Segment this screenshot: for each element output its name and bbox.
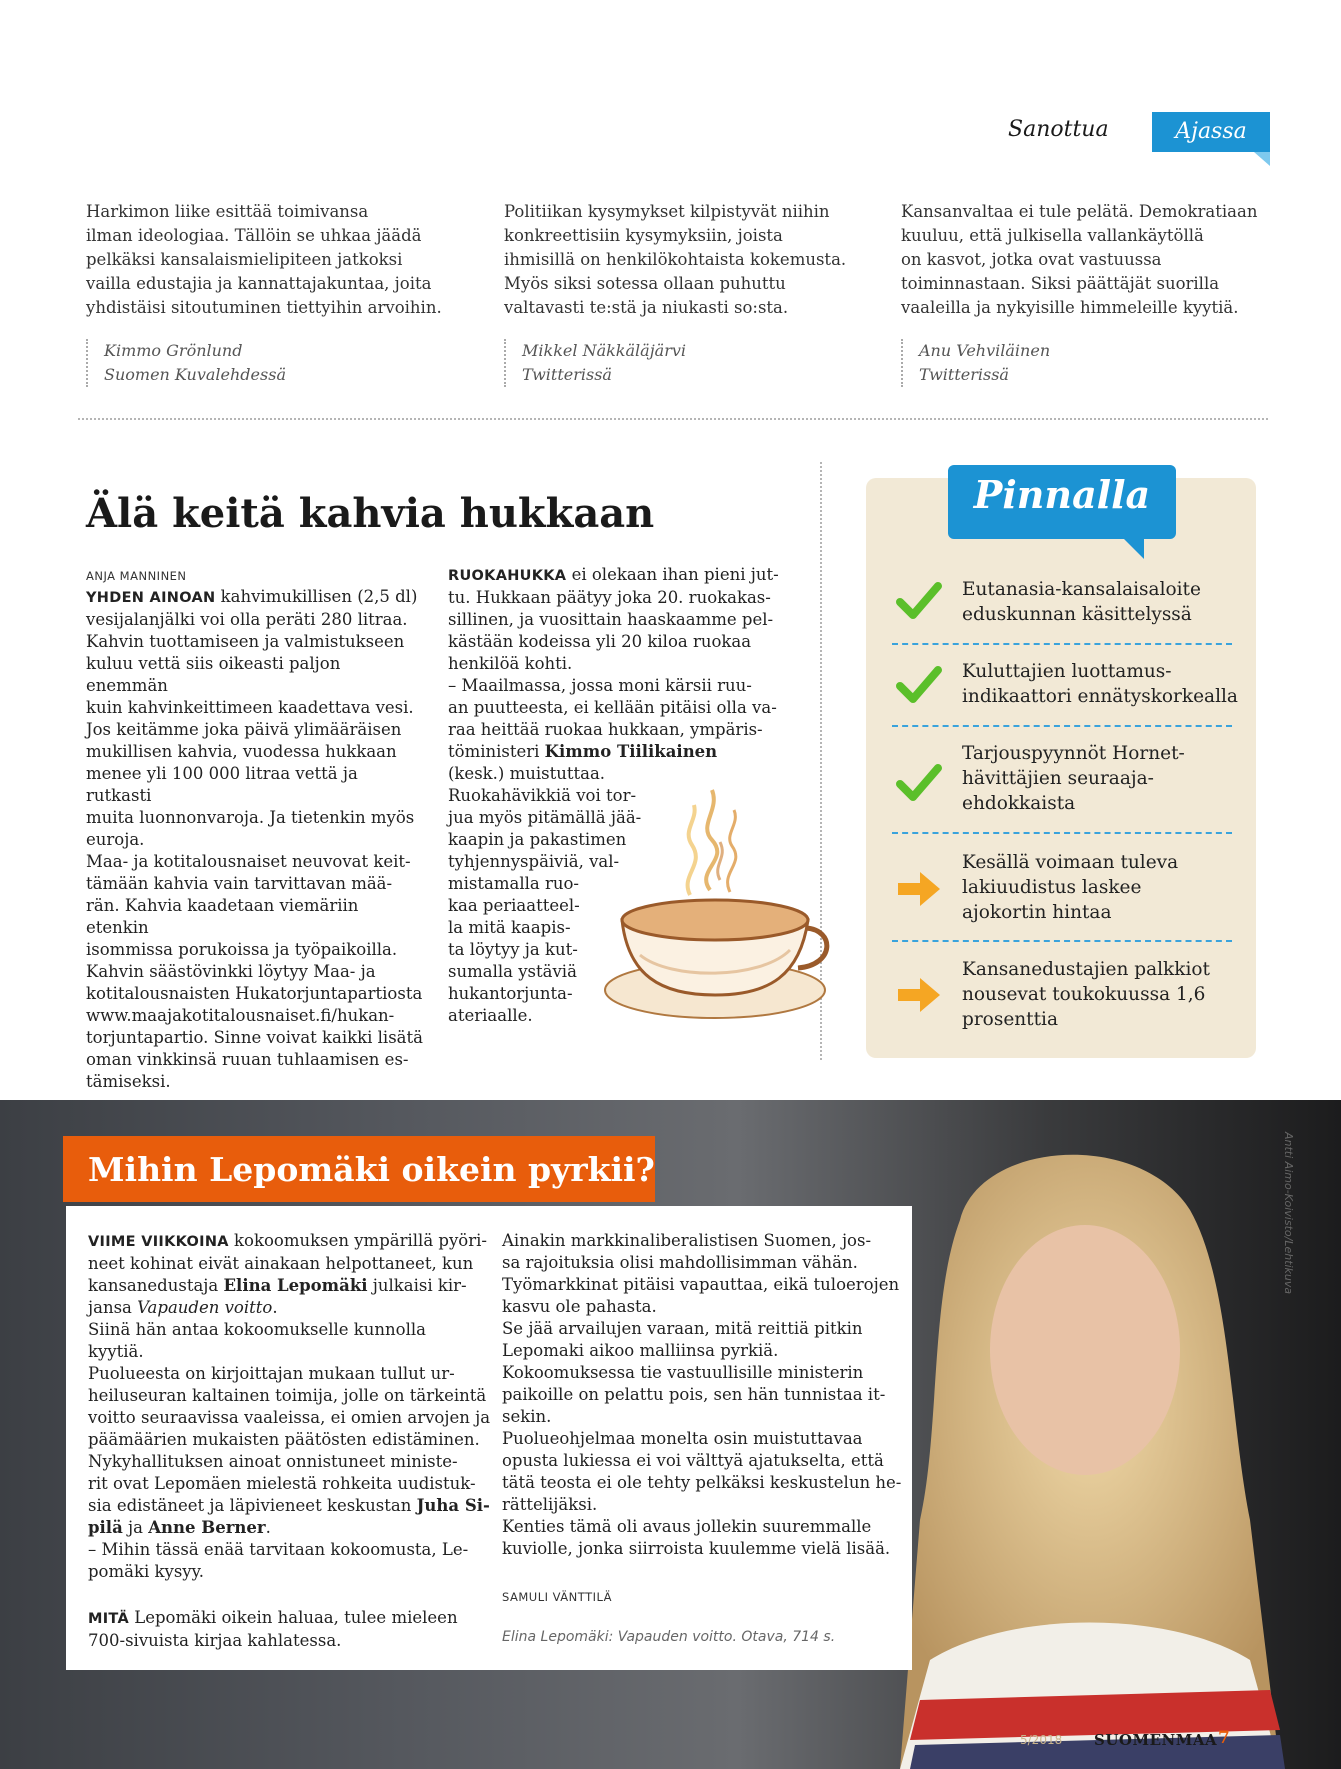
quote-text-2: Politiikan kysymykset kilpistyvät niihin konkreettisiin kysymyksiin, joista ihmisillä on henkilökohtaista kokemusta. Myös siksi sotessa ollaan puhuttu valtavasti te:stä ja niukasti so:sta.: [504, 202, 847, 317]
lead-in: VIIME VIIKKOINA: [88, 1234, 229, 1250]
book-title: Vapauden voitto: [137, 1298, 273, 1317]
lepomaki-column-1: VIIME VIIKKOINA kokoomuksen ympärillä pyöri- neet kohinat eivät ainakaan helpottaneet, kun kansanedustaja Elina Lepomäki julkaisi kir- jansa Vapauden voitto. Siinä hän antaa kokoomukselle kunnolla kyytiä. Puolueesta on kirjoittajan mukaan tullut ur- heiluseuran kaltainen toimija, jolle on tärkeintä voitto seuraavissa vaaleissa, ei omien arvojen ja päämäärien mukaisten päätösten edistäminen. Nykyhallituksen ainoat onnistuneet ministe- rit ovat Lepomäen mielestä rohkeita uudistuk- sia edistäneet ja läpivieneet keskustan Juha Si- pilä ja Anne Berner. – Mihin tässä enää tarvitaan kokoomusta, Le- pomäki kysyy.: [88, 1231, 491, 1581]
article-title-2: Mihin Lepomäki oikein pyrkii?: [88, 1150, 655, 1189]
lepomaki-column-1-end: MITÄ Lepomäki oikein haluaa, tulee mieleen 700-sivuista kirjaa kahlatessa.: [88, 1608, 458, 1650]
lead-in: YHDEN AINOAN: [86, 590, 216, 606]
person-name: Anne Berner: [148, 1518, 266, 1537]
coffee-cup-illustration: [600, 780, 830, 1030]
arrow-right-icon: [896, 866, 942, 912]
quote-text-1: Harkimon liike esittää toimivansa ilman ideologiaa. Tällöin se uhkaa jäädä pelkäksi kansalaismielipiteen jatkoksi vailla edustajia ja kannattajakuntaa, joita yhdistäisi sitoutuminen tiettyihin arvoihin.: [86, 202, 442, 317]
check-icon: [896, 760, 942, 806]
book-info: Elina Lepomäki: Vapauden voitto. Otava, 714 s.: [502, 1629, 836, 1645]
section-divider: [78, 418, 1268, 420]
quote-text-3: Kansanvaltaa ei tule pelätä. Demokratiaan kuuluu, että julkisella vallankäytöllä on kasvot, jotka ovat vastuussa toiminnastaan. Siksi päättäjät suorilla vaaleilla ja nykyisille himmeleille kyytiä.: [901, 202, 1258, 317]
photo-credit: Antti Aimo-Koivisto/Lehtikuva: [1282, 1132, 1295, 1295]
check-icon: [896, 578, 942, 624]
article-column-2: RUOKAHUKKA ei olekaan ihan pieni jut- tu. Hukkaan päätyy joka 20. ruokakas- sillinen, ja vuosittain haaskaamme pel- kästään kodeissa yli 20 kiloa ruokaa henkilöä kohti. – Maailmassa, jossa moni kärsii ruu- an puutteesta, ei kellään pitäisi olla va- raa heittää ruokaa hukkaan, ympäris- töministeri Kimmo Tiilikainen (kesk.) muistuttaa. Ruokahävikkiä voi tor- jua myös pitämällä jää- kaapin ja pakastimen tyhjennyspäiviä, val- mistamalla ruo- kaa periaatteel- la mitä kaapis- ta löytyy ja kut- sumalla ystäviä hukantorjunta- ateriaalle.: [448, 565, 779, 1025]
pinnalla-title: Pinnalla: [973, 472, 1151, 517]
article-column-1: YHDEN AINOAN kahvimukillisen (2,5 dl) vesijalanjälki voi olla peräti 280 litraa. Kahvin tuottamiseen ja valmistukseen kuluu vettä siis oikeasti paljon enemmän kuin kahvinkeittimeen kaadettava vesi. Jos keitämme joka päivä ylimääräisen mukillisen kahvia, vuodessa hukkaan menee yli 100 000 litraa vettä ja rutkasti muita luonnonvaroja. Ja tietenkin myös euroja. Maa- ja kotitalousnaiset neuvovat keit- tämään kahvia vain tarvittavan mää- rän. Kahvia kaadetaan viemäriin etenkin isommissa porukoissa ja työpaikoilla. Kahvin säästövinkki löytyy Maa- ja kotitalousnaisten Hukatorjuntapartiosta www.maajakotitalousnaiset.fi/hukan- torjuntapartio. Sinne voivat kaikki lisätä oman vinkkinsä ruuan tuhlaamisen es- tämiseksi.: [86, 587, 423, 1091]
item-divider: [892, 940, 1232, 942]
quote-cite-2: Mikkel Näkkäläjärvi Twitterissä: [504, 339, 686, 387]
person-name: Juha Si- pilä: [88, 1496, 490, 1537]
person-name: Kimmo Tiilikainen: [544, 742, 718, 761]
article-title: Älä keitä kahvia hukkaan: [86, 490, 655, 537]
article-byline-2: SAMULI VÄNTTILÄ: [502, 1590, 613, 1604]
lepomaki-column-2: Ainakin markkinaliberalistisen Suomen, jos- sa rajoituksia olisi mahdollisimman vähän. Työmarkkinat pitäisi vapauttaa, eikä tuloerojen kasvu ole pahasta. Se jää arvailujen varaan, mitä reittiä pitkin Lepomaki aikoo malliinsa pyrkiä. Kokoomuksessa tie vastuullisille ministerin paikoille on pelattu pois, sen hän tunnistaa it- sekin. Puolueohjelmaa monelta osin muistuttavaa opusta lukiessa ei voi välttyä ajatukselta, että tätä teosta ei ole tehty pelkäksi keskustelun he- rättelijäksi. Kenties tämä oli avaus jollekin suuremmalle kuviolle, jonka siirroista kuulemme vielä lisää.: [502, 1231, 902, 1558]
pinnalla-item-1: Eutanasia-kansalaisaloite eduskunnan käsittelyssä: [962, 579, 1201, 625]
person-name: Elina Lepomäki: [223, 1276, 368, 1295]
magazine-brand: SUOMENMAA: [1094, 1731, 1218, 1749]
quote-cite-3: Anu Vehviläinen Twitterissä: [901, 339, 1050, 387]
pinnalla-bubble-tail: [1124, 539, 1144, 559]
lead-in: MITÄ: [88, 1611, 130, 1627]
section-label: Sanottua: [1008, 117, 1109, 142]
check-icon: [896, 662, 942, 708]
quote-cite-1: Kimmo Grönlund Suomen Kuvalehdessä: [86, 339, 286, 387]
issue-number: 5/2018: [1020, 1733, 1063, 1747]
article-byline: ANJA MANNINEN: [86, 569, 187, 583]
item-divider: [892, 643, 1232, 645]
section-tab-ajassa: Ajassa: [1152, 112, 1270, 152]
pinnalla-item-5: Kansanedustajien palkkiot nousevat toukokuussa 1,6 prosenttia: [962, 959, 1210, 1030]
pinnalla-item-4: Kesällä voimaan tuleva lakiuudistus laskee ajokortin hintaa: [962, 852, 1179, 923]
pinnalla-item-2: Kuluttajien luottamus- indikaattori ennätyskorkealla: [962, 661, 1238, 707]
tab-tail: [1254, 152, 1270, 166]
item-divider: [892, 725, 1232, 727]
page-number: 7: [1218, 1728, 1230, 1748]
arrow-right-icon: [896, 972, 942, 1018]
pinnalla-item-3: Tarjouspyynnöt Hornet- hävittäjien seuraaja- ehdokkaista: [962, 743, 1185, 814]
item-divider: [892, 832, 1232, 834]
lead-in: RUOKAHUKKA: [448, 568, 567, 584]
